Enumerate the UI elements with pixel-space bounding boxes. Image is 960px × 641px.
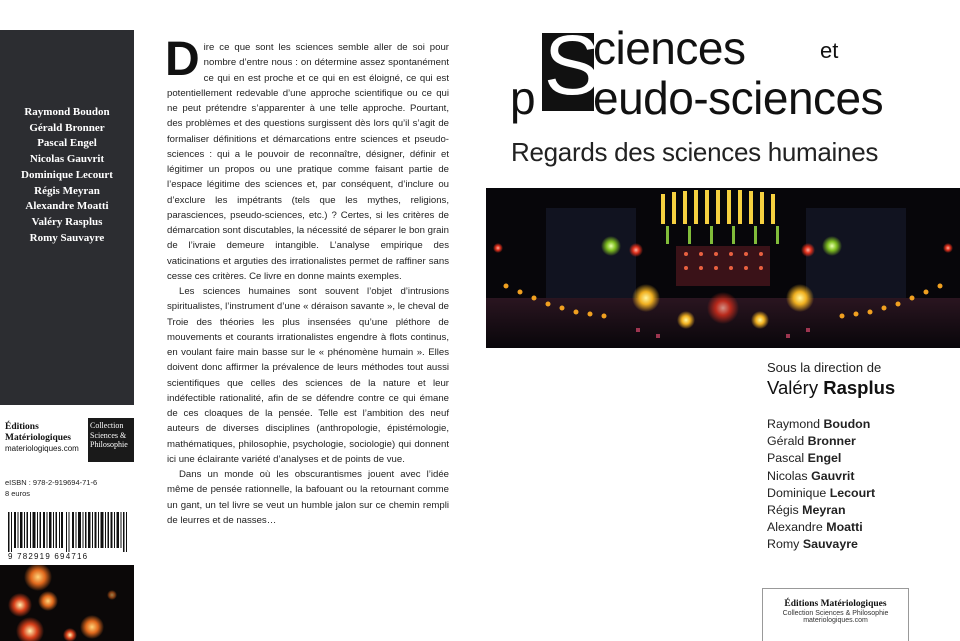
publisher-line: Matériologiques [5, 433, 71, 443]
spine [0, 30, 134, 641]
front-author [767, 468, 875, 485]
spine-author: Pascal Engel [37, 137, 97, 150]
paragraph [165, 33, 449, 284]
spine-publisher-block [0, 418, 134, 462]
collection-logo [88, 418, 134, 462]
barcode [8, 512, 132, 552]
direction-label: Sous la direction de [767, 360, 882, 375]
title-et: et [820, 38, 839, 63]
author-last: Lecourt [829, 485, 876, 500]
front-author [767, 536, 875, 553]
front-publisher-name: Éditions Matériologiques [784, 599, 887, 609]
paragraph: Dans un monde où les obscurantismes jouent avec l’idée même de pensée rationnelle, la bafouant ou la retournant comme un gant, un tel livre se veut un humble jalon sur ce chemin rempli de leurres et de nasses… [167, 469, 449, 526]
spine-author-list [0, 105, 134, 246]
title-line-2: eudo-sciences [593, 72, 884, 124]
front-author [767, 433, 875, 450]
collection-line: Philosophie [90, 440, 128, 449]
spine-publisher-site: materiologiques.com [5, 444, 79, 453]
cover-photo [486, 188, 960, 348]
price: 8 euros [5, 489, 31, 498]
front-author [767, 485, 875, 502]
front-author-list [767, 416, 875, 554]
spine-author: Régis Meyran [34, 184, 100, 197]
front-author [767, 450, 875, 467]
author-first: Romy [767, 537, 803, 552]
front-publisher-collection: Collection Sciences & Philosophie [782, 610, 889, 617]
author-last: Engel [807, 451, 842, 466]
spine-author: Nicolas Gauvrit [29, 153, 105, 166]
isbn-block [5, 477, 97, 499]
author-first: Pascal [767, 451, 808, 466]
publisher-line: Éditions [5, 422, 39, 432]
author-last: Sauvayre [802, 537, 858, 552]
paragraph-text: ire ce que sont les sciences semble aller de soi pour nombre d’entre nous : on détermine assez spontanément ce qui en est proche et ce qui en est éloigné, ce qui est potentiellement redevable d’une approche scientifique ou ce qui ne peut prétendre s’apparenter à une telle approche. Pourtant, des problèmes et des questions surgissent dès lors qu’il s’agit de formaliser définitions et démarcations entre sciences et pseudo-sciences : qui a le pouvoir de reconnaître, désigner, définir et légitimer un propos ou une pratique comme faisant partie de l’espace légitime des sciences et, par conséquent, d’inclure ou d’exclure les impétrants (tels que les mythes, religions, parasciences, pseudo-sciences, etc.) ? Certes, si les critères de démarcation sont discutables, la nécessité de séparer le bon grain de l’ivraie demeure intangible. L’analyse empirique des vaticinations et arguties des irrationalistes permet de raffiner sans cesse ces critères. Ce livre en donne maints exemples. [167, 42, 449, 282]
spine-author: Gérald Bronner [29, 121, 105, 134]
front-author [767, 502, 875, 519]
front-author [767, 416, 875, 433]
author-first: Alexandre [767, 520, 827, 535]
spine-publisher-name [5, 422, 71, 444]
dropcap: D [165, 33, 200, 86]
author-first: Régis [767, 503, 803, 518]
spine-dark-panel [0, 30, 134, 405]
paragraph: Les sciences humaines sont souvent l’objet d’intrusions spiritualistes, l’instrument d’une « déraison savante », le cheval de Troie des théories les plus insensées qu’une pléthore de mouvements et courants irrationalistes engendre à flots continus, en voulant faire main basse sur le « phénomène humain ». Elles doivent donc affirmer la prévalence de leurs méthodes tout aussi scientifiques que celles des sciences de la nature et leur indéfectible rationalité, afin de se défendre contre ce qui émane de ces cloaques de la pensée. Telle est l’ambition des neuf auteurs de diverses disciplines (anthropologie, épistémologie, mathématiques, philosophie, psychologie, sociologie) qui donnent ici une éclairante variété d’analyses et de points de vue. [167, 286, 449, 465]
collection-line: Sciences & [90, 430, 127, 440]
author-last: Boudon [823, 417, 871, 431]
front-author [767, 519, 875, 536]
author-last: Bronner [807, 434, 856, 449]
author-first: Nicolas [767, 468, 812, 483]
editor-name [767, 377, 895, 399]
front-publisher-site: materiologiques.com [803, 617, 868, 624]
book-subtitle: Regards des sciences humaines [511, 137, 879, 167]
editor-last: Rasplus [823, 377, 896, 398]
author-last: Meyran [802, 503, 846, 518]
author-first: Raymond [767, 417, 824, 431]
isbn: eISBN : 978-2-919694-71-6 [5, 478, 98, 487]
author-first: Gérald [767, 434, 808, 449]
spine-author: Valéry Rasplus [31, 215, 103, 228]
author-last: Moatti [826, 520, 863, 535]
spine-author: Dominique Lecourt [21, 168, 113, 181]
title-line-1: ciences [593, 22, 746, 74]
barcode-digits: 9 782919 694716 [8, 552, 89, 561]
spine-author: Alexandre Moatti [25, 200, 109, 213]
title-p: p [510, 72, 536, 124]
title-s-letter: S [544, 18, 601, 112]
spine-author: Raymond Boudon [24, 106, 110, 118]
author-last: Gauvrit [811, 468, 855, 483]
book-title [510, 18, 910, 124]
editor-first: Valéry [767, 377, 824, 398]
front-publisher-block [762, 588, 909, 641]
collection-line: Collection [90, 421, 124, 430]
author-first: Dominique [767, 485, 830, 500]
spine-author: Romy Sauvayre [29, 231, 105, 244]
back-cover-text [165, 33, 449, 528]
spine-photo [0, 565, 134, 641]
